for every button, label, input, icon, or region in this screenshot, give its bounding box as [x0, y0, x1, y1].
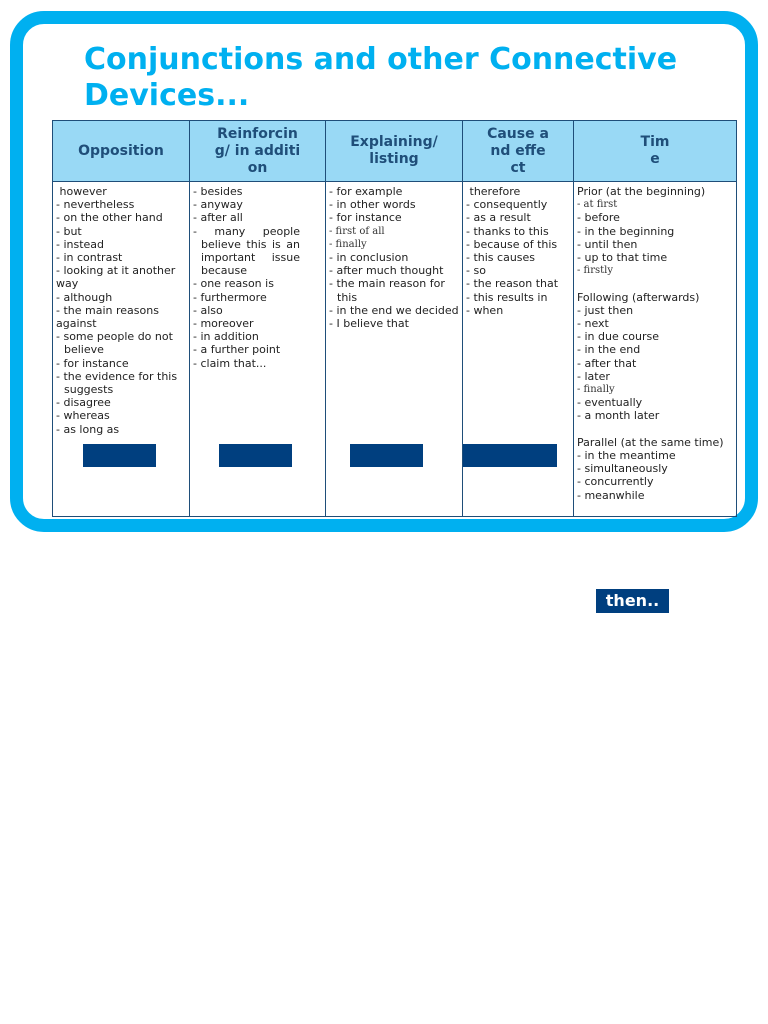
- list-item: - just then: [577, 303, 634, 317]
- list-item: - consequently: [466, 198, 548, 212]
- list-item: - moreover: [193, 317, 254, 331]
- list-item: - the reason that: [466, 277, 559, 291]
- list-item: - anyway: [193, 198, 243, 212]
- col-cause-effect: [463, 182, 574, 517]
- list-item: - after that: [577, 356, 637, 370]
- list-item: - because of this: [466, 237, 558, 251]
- page-title: Conjunctions and other Connective Devices...: [84, 42, 678, 113]
- time-prior-heading: Prior (at the beginning): [577, 185, 706, 198]
- reinforcing-blue-bar: [219, 444, 292, 467]
- list-item: - in addition: [193, 330, 259, 344]
- list-item: - thanks to this: [466, 224, 549, 238]
- list-item: - after much thought: [329, 264, 444, 278]
- list-item: - in the meantime: [577, 449, 676, 463]
- list-item: - some people do not believe: [56, 330, 177, 357]
- list-item: - simultaneously: [577, 462, 668, 476]
- list-item: - besides: [193, 185, 243, 198]
- list-item: - for example: [329, 185, 403, 198]
- list-item: - the main reason for this: [329, 277, 449, 304]
- list-item: - this results in: [466, 290, 548, 304]
- list-item: - looking at it another way: [56, 264, 179, 291]
- list-item: - eventually: [577, 396, 643, 410]
- list-item: - claim that...: [193, 356, 267, 370]
- col-time: [574, 182, 737, 517]
- table-header-row: [53, 121, 737, 182]
- list-item: - on the other hand: [56, 211, 163, 225]
- time-following-heading: Following (afterwards): [577, 290, 700, 304]
- list-item: - in the end: [577, 343, 641, 357]
- list-item: - also: [193, 303, 223, 317]
- list-item: - a month later: [577, 409, 660, 423]
- spacer: [577, 277, 733, 290]
- header-opposition: Opposition: [53, 121, 190, 182]
- list-item: - first of all: [329, 225, 385, 237]
- list-item: - firstly: [577, 265, 614, 277]
- list-item: - concurrently: [577, 475, 654, 489]
- list-item: - as a result: [466, 211, 531, 225]
- list-item: - this causes: [466, 251, 536, 265]
- list-item: - many people believe this is an important issue because: [193, 224, 304, 278]
- col-opposition: [53, 182, 190, 517]
- list-item: - instead: [56, 237, 105, 251]
- col-explaining: [326, 182, 463, 517]
- list-item: - later: [577, 369, 610, 383]
- list-item: - finally: [329, 238, 367, 250]
- list-item: - I believe that: [329, 317, 409, 331]
- then-button[interactable]: then..: [596, 589, 669, 613]
- explaining-blue-bar: [350, 444, 423, 467]
- list-item: - before: [577, 211, 620, 225]
- spacer: [577, 423, 733, 436]
- list-item: - but: [56, 224, 82, 238]
- list-item: - in due course: [577, 330, 659, 344]
- cause-effect-blue-bar: [463, 444, 557, 467]
- list-item: - for instance: [329, 211, 402, 225]
- list-item: - up to that time: [577, 251, 668, 265]
- header-time: Time: [574, 121, 737, 182]
- list-item: - in other words: [329, 198, 416, 212]
- time-parallel-heading: Parallel (at the same time): [577, 435, 724, 449]
- list-item: - the main reasons against: [56, 303, 163, 331]
- header-reinforcing: Reinforcing/ in addition: [190, 121, 326, 182]
- list-item: - the evidence for this suggests: [56, 369, 181, 397]
- list-item: - whereas: [56, 409, 110, 423]
- list-item: - after all: [193, 211, 243, 225]
- header-cause-effect: Cause and effect: [463, 121, 574, 182]
- list-item: - for instance: [56, 356, 129, 370]
- list-item: - in conclusion: [329, 251, 409, 265]
- table-body-row: [53, 182, 737, 517]
- list-item: - when: [466, 303, 504, 317]
- connectives-table: [52, 120, 737, 517]
- list-item: - a further point: [193, 343, 281, 357]
- list-item: - at first: [577, 199, 618, 211]
- list-item: - until then: [577, 237, 638, 251]
- list-item: however: [56, 185, 107, 198]
- list-item: - disagree: [56, 396, 111, 410]
- list-item: - meanwhile: [577, 488, 645, 502]
- list-item: - in contrast: [56, 251, 123, 265]
- list-item: - as long as: [56, 422, 120, 436]
- list-item: - so: [466, 264, 486, 278]
- list-item: - one reason is: [193, 277, 274, 291]
- list-item: - finally: [577, 384, 615, 396]
- list-item: - in the end we decided: [329, 303, 459, 317]
- list-item: - in the beginning: [577, 224, 675, 238]
- list-item: - furthermore: [193, 290, 267, 304]
- list-item: - next: [577, 317, 609, 331]
- header-explaining: Explaining/ listing: [326, 121, 463, 182]
- col-reinforcing: [190, 182, 326, 517]
- list-item: therefore: [466, 185, 521, 198]
- opposition-blue-bar: [83, 444, 156, 467]
- list-item: - nevertheless: [56, 198, 135, 212]
- list-item: - although: [56, 290, 113, 304]
